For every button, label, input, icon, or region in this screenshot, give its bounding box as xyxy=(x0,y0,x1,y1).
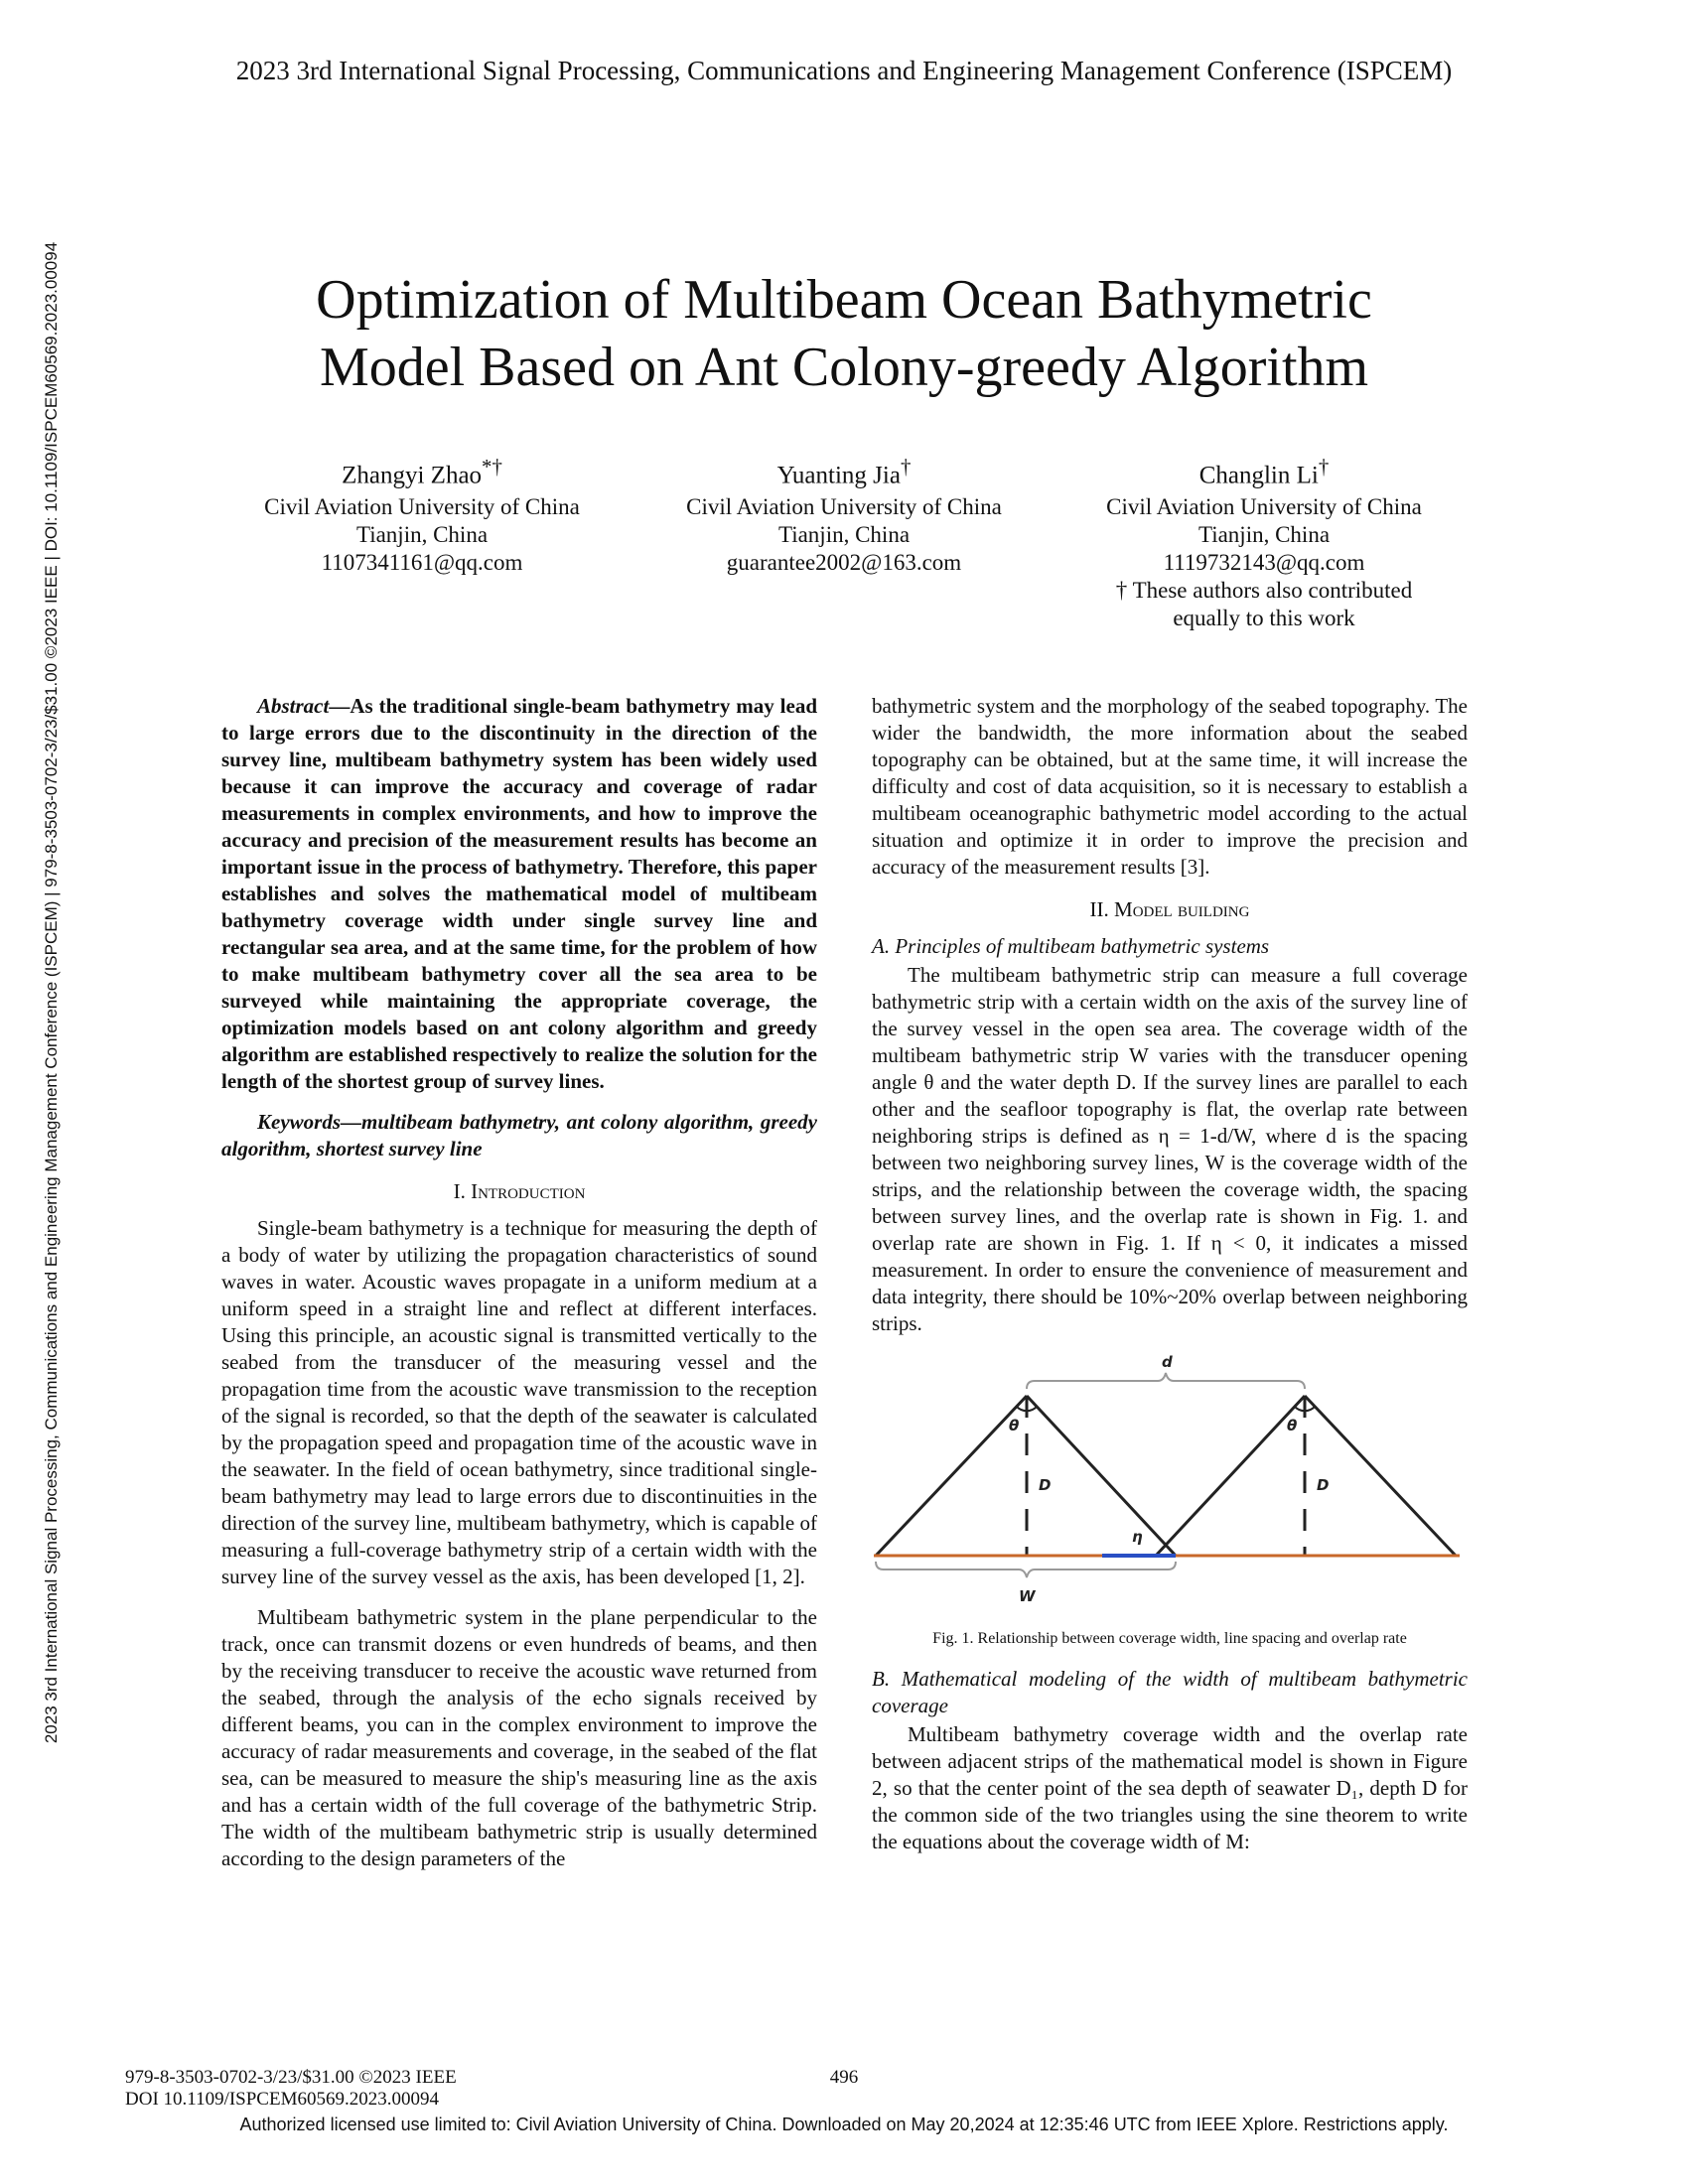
title-line-2: Model Based on Ant Colony-greedy Algorithm xyxy=(319,337,1369,398)
intro-paragraph-2-continued: bathymetric system and the morphology of the seabed topography. The wider the bandwidth, the more information about the seabed topography can be obtained, but at the same time, it will increase the difficulty and cost of data acquisition, so it is necessary to establish a multibeam oceanographic bathymetric model according to the actual situation and optimize it in order to improve the precision and accuracy of the measurement results [3]. xyxy=(872,694,1468,879)
side-citation-strip: 2023 3rd International Signal Processing, Communications and Engineering Management Conference (ISPCEM) | 979-8-3503-0702-3/23/$31.00 ©2023 IEEE | DOI: 10.1109/ISPCEM60569.2023.00094 xyxy=(42,241,61,1744)
left-column xyxy=(221,693,817,1872)
abstract: Abstract—As the traditional single-beam bathymetry may lead to large errors due to the discontinuity in the direction of the survey line, multibeam bathymetry system has been widely used because it can improve the accuracy and coverage of radar measurements in complex environments, and how to improve the accuracy and precision of the measurement results has become an important issue in the process of bathymetry. Therefore, this paper establishes and solves the mathematical model of multibeam bathymetry coverage width under single survey line and rectangular sea area, and at the same time, for the problem of how to make multibeam bathymetry cover all the sea area to be surveyed while maintaining the appropriate coverage, the optimization models based on ant colony algorithm and greedy algorithm are established respectively to realize the solution for the length of the shortest group of survey lines. xyxy=(221,694,817,1093)
author-note-line-2: equally to this work xyxy=(1173,606,1355,631)
keywords: Keywords—multibeam bathymetry, ant colony algorithm, greedy algorithm, shortest survey line xyxy=(221,1110,817,1160)
label-theta-right: θ xyxy=(1287,1417,1298,1434)
author-affiliation: Civil Aviation University of China xyxy=(264,494,580,520)
author-email: guarantee2002@163.com xyxy=(726,550,962,576)
author-name: Zhangyi Zhao*† xyxy=(342,455,502,489)
label-D-right: D xyxy=(1317,1476,1330,1494)
subsection-heading-b: B. Mathematical modeling of the width of multibeam bathymetric coverage xyxy=(872,1667,1468,1717)
figure-1-diagram xyxy=(872,1351,1468,1619)
author-note-line-1: † These authors also contributed xyxy=(1115,578,1413,604)
model-paragraph-a: The multibeam bathymetric strip can measure a full coverage bathymetric strip with a certain width on the axis of the survey line of the survey vessel in the open sea area. The coverage width of the multibeam bathymetric strip W varies with the transducer opening angle θ and the water depth D. If the survey lines are parallel to each other and the seafloor topography is flat, the overlap rate between neighboring strips is defined as η = 1-d/W, where d is the spacing between two neighboring survey lines, W is the coverage width of the strips, and the relationship between the coverage width, the spacing between survey lines, and the overlap rate is shown in Fig. 1. and overlap rate are shown in Fig. 1. If η < 0, it indicates a missed measurement. In order to ensure the convenience of measurement and data integrity, there should be 10%~20% overlap between neighboring strips. xyxy=(872,963,1468,1335)
left-beam-triangle xyxy=(876,1396,1176,1556)
paper-title xyxy=(149,266,1539,401)
footer-isbn: 979-8-3503-0702-3/23/$31.00 ©2023 IEEE xyxy=(125,2067,457,2088)
label-theta-left: θ xyxy=(1009,1417,1020,1434)
figure-1-caption: Fig. 1. Relationship between coverage width, line spacing and overlap rate xyxy=(932,1630,1407,1647)
author-city: Tianjin, China xyxy=(777,522,911,548)
coverage-width-brace xyxy=(876,1562,1176,1577)
conference-header: 2023 3rd International Signal Processing, Communications and Engineering Management Conference (ISPCEM) xyxy=(235,56,1453,85)
section-heading-model-building: II. Model building xyxy=(1089,897,1250,921)
author-email: 1119732143@qq.com xyxy=(1163,550,1365,576)
intro-paragraph-1: Single-beam bathymetry is a technique for measuring the depth of a body of water by utilizing the propagation characteristics of sound waves in water. Acoustic waves propagate in a uniform medium at a uniform speed in a straight line and reflect at different interfaces. Using this principle, an acoustic signal is transmitted vertically to the seabed from the transducer of the measuring vessel and the propagation time from the acoustic wave transmission to the reception of the signal is recorded, so that the depth of the seawater is calculated by the propagation speed and propagation time of the acoustic wave in the seawater. In the field of ocean bathymetry, since traditional single-beam bathymetry may lead to large errors due to discontinuities in the direction of the survey line, multibeam bathymetry, which is capable of measuring a full-coverage bathymetry strip of a certain width with the survey line of the survey vessel as the axis, has been developed [1, 2]. xyxy=(221,1216,817,1588)
author-affiliation: Civil Aviation University of China xyxy=(686,494,1002,520)
author-city: Tianjin, China xyxy=(1197,522,1331,548)
author-marks: † xyxy=(1318,455,1330,478)
license-notice: Authorized licensed use limited to: Civil Aviation University of China. Downloaded on May 20,2024 at 12:35:46 UTC from IEEE Xplore. Restrictions apply. xyxy=(239,2115,1449,2134)
label-eta: η xyxy=(1132,1528,1143,1546)
author-name: Changlin Li† xyxy=(1198,455,1330,489)
author-city: Tianjin, China xyxy=(355,522,489,548)
label-d: d xyxy=(1162,1353,1173,1371)
author-name: Yuanting Jia† xyxy=(776,455,912,489)
author-block-3 xyxy=(1046,453,1482,632)
intro-paragraph-2: Multibeam bathymetric system in the plane perpendicular to the track, once can transmit dozens or even hundreds of beams, and then by the receiving transducer to receive the acoustic wave returned from the seabed, through the analysis of the echo signals received by different beams, you can in the complex environment to improve the accuracy of radar measurements and coverage, in the seabed of the flat sea, can be measured to measure the ship's measuring line as the axis and has a certain width of the full coverage of the bathymetric Strip. The width of the multibeam bathymetric strip is usually determined according to the design parameters of the xyxy=(221,1605,817,1870)
right-beam-triangle xyxy=(1156,1396,1456,1556)
subsection-heading-a: A. Principles of multibeam bathymetric systems xyxy=(872,934,1270,958)
author-marks: † xyxy=(900,455,912,478)
spacing-brace xyxy=(1027,1373,1305,1389)
section-heading-introduction: I. Introduction xyxy=(453,1179,586,1203)
page-number: 496 xyxy=(829,2067,859,2088)
model-paragraph-b: Multibeam bathymetry coverage width and the overlap rate between adjacent strips of the mathematical model is shown in Figure 2, so that the center point of the sea depth of seawater D₁, depth D for the common side of the two triangles using the sine theorem to write the equations about the coverage width of M: xyxy=(872,1722,1468,1853)
author-affiliation: Civil Aviation University of China xyxy=(1106,494,1422,520)
title-line-1: Optimization of Multibeam Ocean Bathymetric xyxy=(316,269,1372,331)
author-email: 1107341161@qq.com xyxy=(321,550,523,576)
label-D-left: D xyxy=(1039,1476,1052,1494)
right-column xyxy=(872,693,1468,1855)
footer-doi: DOI 10.1109/ISPCEM60569.2023.00094 xyxy=(125,2089,439,2110)
author-block-1 xyxy=(204,453,640,577)
label-W: W xyxy=(1019,1587,1036,1605)
author-block-2 xyxy=(626,453,1062,577)
author-marks: *† xyxy=(482,455,502,478)
